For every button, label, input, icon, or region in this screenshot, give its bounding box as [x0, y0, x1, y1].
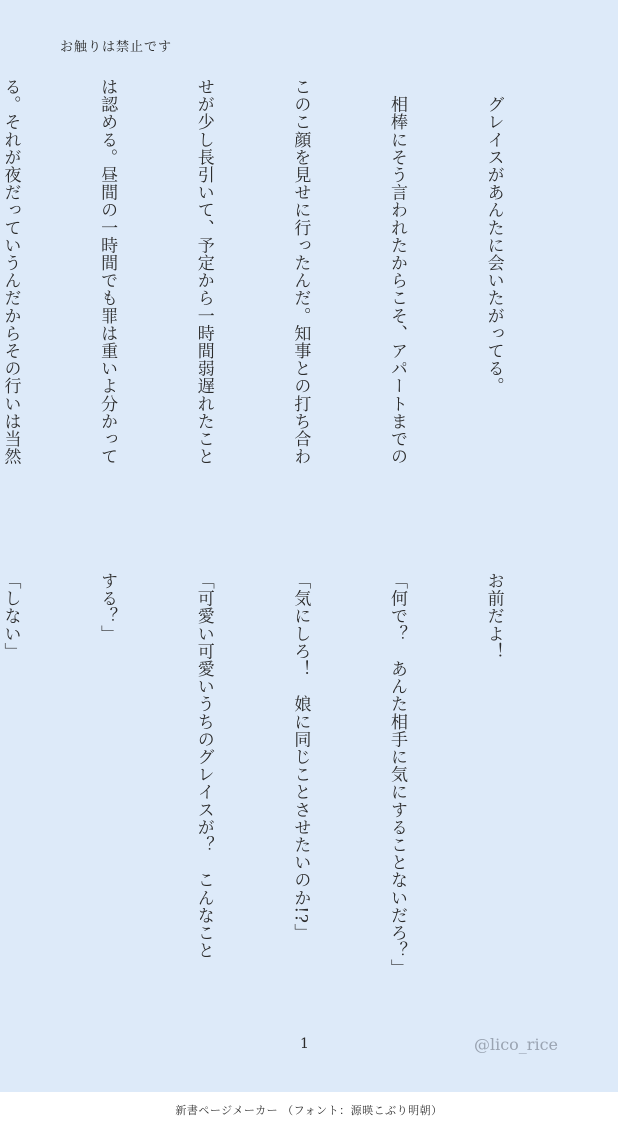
text-line: グレイスがあんたに会いたがってる。 [483, 78, 504, 395]
text-line: する？」 [97, 572, 118, 643]
text-line: る。それが夜だっていうんだからその行いは当然 [0, 78, 21, 466]
text-line: 「しない」 [0, 572, 21, 660]
text-block-bottom [0, 572, 574, 1022]
text-line: 「気にしろ！ 娘に同じことさせたいのか!?」 [290, 572, 311, 942]
text-line: せが少し長引いて、予定から一時間弱遅れたこと [193, 78, 214, 466]
page-number: 1 [300, 1036, 309, 1052]
running-title: お触りは禁止です [60, 40, 173, 55]
text-line: は認める。昼間の一時間でも罪は重いよ分かって [97, 78, 118, 466]
author-handle: @lico_rice [473, 1035, 558, 1054]
text-line: このこ顔を見せに行ったんだ。知事との打ち合わ [290, 78, 311, 466]
text-line: 相棒にそう言われたからこそ、アパートまでの [386, 78, 407, 466]
text-line: 「何で？ あんた相手に気にすることないだろ？」 [386, 572, 407, 977]
footer-credit: 新書ページメーカー （フォント：源暎こぶり明朝） [175, 1104, 443, 1117]
text-block-top [0, 78, 574, 528]
text-line: お前だよ！ [483, 572, 504, 660]
text-line: 「可愛い可愛いうちのグレイスが？ こんなこと [193, 572, 214, 960]
